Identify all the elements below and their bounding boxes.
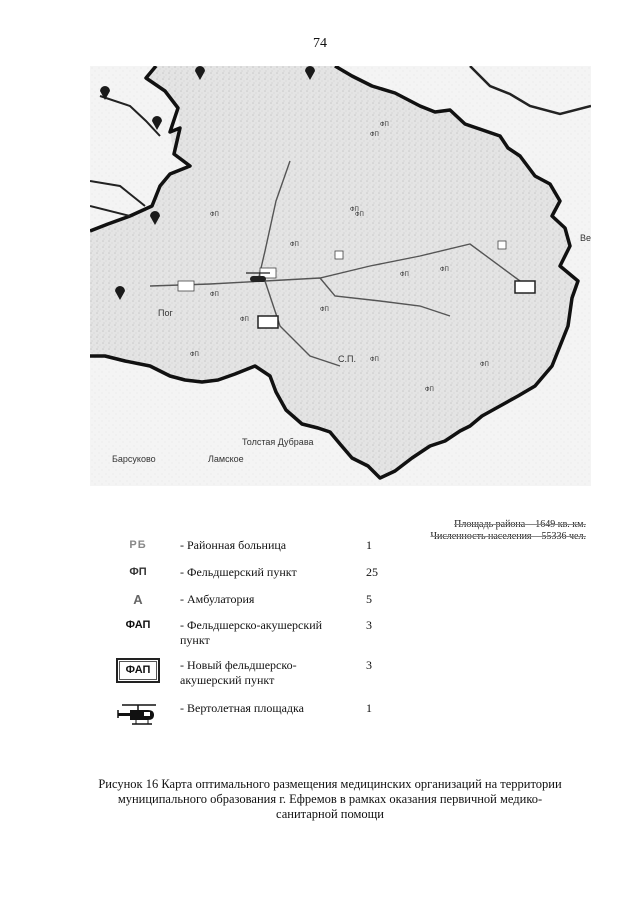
district-population: Численность населения – 55336 чел. (430, 531, 586, 542)
place-label-ve: Ве (580, 233, 591, 243)
svg-text:ФП: ФП (380, 122, 389, 128)
fap-symbol: ФАП (125, 619, 151, 631)
svg-text:ФП: ФП (210, 212, 219, 218)
legend-description: - Новый фельдшерско-акушерский пункт (180, 658, 297, 687)
legend-description: - Вертолетная площадка (180, 701, 304, 715)
legend-count: 3 (366, 618, 372, 632)
legend-count: 25 (366, 565, 378, 579)
svg-text:ФП: ФП (370, 357, 379, 363)
svg-text:ФП: ФП (440, 267, 449, 273)
place-label-pog: Пог (158, 308, 173, 318)
district-area: Площадь района – 1649 кв. км. (454, 519, 586, 530)
feldsher-point-symbol: ФП (129, 566, 147, 578)
svg-text:ФП: ФП (320, 307, 329, 313)
place-label-tolstaya-dubrava: Толстая Дубрава (242, 437, 314, 447)
helicopter-icon (100, 701, 176, 731)
legend-description: - Районная больница (180, 538, 287, 552)
legend-description: - Фельдшерский пункт (180, 565, 297, 579)
district-stats (430, 519, 586, 543)
legend-count: 5 (366, 592, 372, 606)
figure-caption: Рисунок 16 Карта оптимального размещения медицинских организаций на территории муниципального образования г. Ефремов в рамках оказания первичной медико-санитарной помощи (98, 777, 562, 821)
ambulatory-symbol: А (133, 592, 143, 607)
svg-text:ФП: ФП (240, 317, 249, 323)
svg-text:ФП: ФП (190, 352, 199, 358)
svg-text:ФП: ФП (290, 242, 299, 248)
new-fap-symbol: ФАП (116, 658, 161, 683)
new-fap-symbol-wrap (100, 658, 176, 683)
svg-text:ФП: ФП (350, 207, 359, 213)
place-label-sp: С.П. (338, 354, 356, 364)
legend-description: - Фельдшерско-акушерский пункт (180, 618, 323, 647)
legend-count: 3 (366, 658, 372, 672)
svg-text:ФП: ФП (425, 387, 434, 393)
place-label-lamskoe: Ламское (208, 454, 244, 464)
svg-text:ФП: ФП (210, 292, 219, 298)
legend-count: 1 (366, 538, 372, 552)
district-hospital-symbol: РБ (129, 539, 147, 551)
svg-text:ФП: ФП (355, 212, 364, 218)
svg-text:ФП: ФП (480, 362, 489, 368)
legend-count: 1 (366, 701, 372, 715)
legend-description: - Амбулатория (180, 592, 255, 606)
svg-text:ФП: ФП (370, 132, 379, 138)
map-canvas (90, 66, 591, 486)
place-label-barsukovo: Барсуково (112, 454, 156, 464)
svg-text:ФП: ФП (400, 272, 409, 278)
page-number: 74 (313, 36, 327, 51)
district-map (90, 66, 591, 486)
